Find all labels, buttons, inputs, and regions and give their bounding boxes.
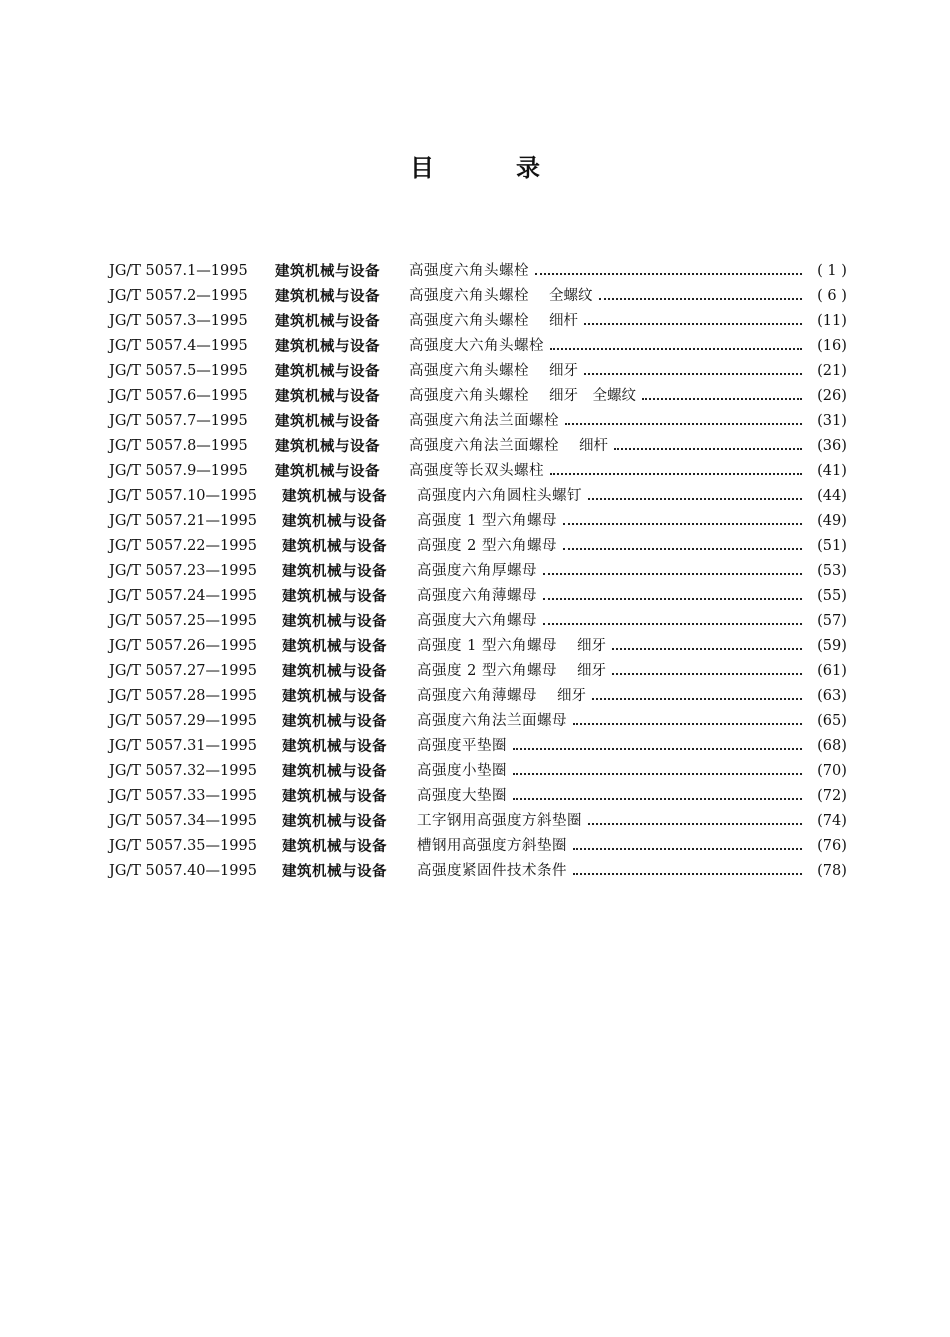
toc-entry[interactable] <box>109 284 854 309</box>
category-label: 建筑机械与设备 <box>282 613 387 630</box>
toc-entry[interactable] <box>109 759 854 784</box>
standard-code: JG/T 5057.26—1995 <box>109 638 257 654</box>
entry-name: 高强度六角薄螺母 <box>417 684 543 709</box>
toc-entry[interactable] <box>109 834 854 859</box>
toc-entry[interactable] <box>109 534 854 559</box>
entry-suffix: 细牙 <box>549 363 578 379</box>
entry-title <box>417 484 806 509</box>
dot-leader <box>535 273 802 275</box>
entry-suffix: 细杆 <box>549 313 578 329</box>
entry-title <box>417 509 806 534</box>
page-number: (49) <box>817 513 847 529</box>
entry-title <box>409 259 806 284</box>
entry-name: 高强度六角法兰面螺母 <box>417 709 573 734</box>
entry-title <box>417 609 806 634</box>
entry-title <box>417 759 806 784</box>
entry-title <box>409 384 806 409</box>
standard-code: JG/T 5057.23—1995 <box>109 563 257 579</box>
dot-leader <box>550 348 802 350</box>
toc-entry[interactable] <box>109 584 854 609</box>
category-label: 建筑机械与设备 <box>282 563 387 580</box>
dot-leader <box>614 448 802 450</box>
entry-name: 高强度六角头螺栓 <box>409 259 535 284</box>
entry-name: 高强度大六角螺母 <box>417 609 543 634</box>
toc-entry[interactable] <box>109 859 854 884</box>
entry-title <box>417 659 806 684</box>
page-number: (53) <box>817 563 847 579</box>
page-title <box>0 148 950 183</box>
category-label: 建筑机械与设备 <box>275 313 380 330</box>
dot-leader <box>563 548 802 550</box>
page-number: (68) <box>817 738 847 754</box>
toc-entry[interactable] <box>109 409 854 434</box>
entry-title <box>409 309 806 334</box>
category-label: 建筑机械与设备 <box>282 713 387 730</box>
toc-entry[interactable] <box>109 484 854 509</box>
entry-suffix: 全螺纹 <box>549 288 593 304</box>
standard-code: JG/T 5057.5—1995 <box>109 363 248 379</box>
page-number: (72) <box>817 788 847 804</box>
category-label: 建筑机械与设备 <box>275 463 380 480</box>
entry-name: 高强度大六角头螺栓 <box>409 334 550 359</box>
toc-entry[interactable] <box>109 384 854 409</box>
dot-leader <box>592 698 802 700</box>
page-number: (11) <box>817 313 847 329</box>
page-number: (21) <box>817 363 847 379</box>
dot-leader <box>599 298 803 300</box>
entry-name: 高强度 1 型六角螺母 <box>417 509 563 534</box>
category-label: 建筑机械与设备 <box>282 863 387 880</box>
entry-name: 高强度 2 型六角螺母 <box>417 659 563 684</box>
category-label: 建筑机械与设备 <box>282 663 387 680</box>
page-number: (76) <box>817 838 847 854</box>
page-number: (61) <box>817 663 847 679</box>
dot-leader <box>612 673 802 675</box>
dot-leader <box>588 823 802 825</box>
standard-code: JG/T 5057.29—1995 <box>109 713 257 729</box>
dot-leader <box>513 798 802 800</box>
dot-leader <box>550 473 802 475</box>
category-label: 建筑机械与设备 <box>282 788 387 805</box>
entry-name: 高强度六角头螺栓 <box>409 384 535 409</box>
table-of-contents <box>109 259 854 884</box>
standard-code: JG/T 5057.34—1995 <box>109 813 257 829</box>
toc-entry[interactable] <box>109 684 854 709</box>
category-label: 建筑机械与设备 <box>275 263 380 280</box>
toc-entry[interactable] <box>109 559 854 584</box>
dot-leader <box>513 773 802 775</box>
dot-leader <box>543 598 802 600</box>
entry-name: 高强度六角法兰面螺栓 <box>409 409 565 434</box>
standard-code: JG/T 5057.6—1995 <box>109 388 248 404</box>
entry-title <box>417 684 806 709</box>
standard-code: JG/T 5057.25—1995 <box>109 613 257 629</box>
entry-title <box>417 809 806 834</box>
entry-title <box>409 459 806 484</box>
entry-name: 高强度 1 型六角螺母 <box>417 634 563 659</box>
category-label: 建筑机械与设备 <box>275 413 380 430</box>
category-label: 建筑机械与设备 <box>275 438 380 455</box>
entry-name: 高强度小垫圈 <box>417 759 513 784</box>
standard-code: JG/T 5057.28—1995 <box>109 688 257 704</box>
standard-code: JG/T 5057.1—1995 <box>109 263 248 279</box>
toc-entry[interactable] <box>109 784 854 809</box>
page-number: (74) <box>817 813 847 829</box>
toc-entry[interactable] <box>109 359 854 384</box>
entry-suffix: 细杆 <box>579 438 608 454</box>
standard-code: JG/T 5057.24—1995 <box>109 588 257 604</box>
category-label: 建筑机械与设备 <box>275 363 380 380</box>
entry-name: 高强度六角头螺栓 <box>409 359 535 384</box>
category-label: 建筑机械与设备 <box>282 488 387 505</box>
category-label: 建筑机械与设备 <box>282 738 387 755</box>
entry-title <box>417 559 806 584</box>
page-number: (36) <box>817 438 847 454</box>
dot-leader <box>573 723 802 725</box>
entry-title <box>417 584 806 609</box>
entry-name: 高强度六角薄螺母 <box>417 584 543 609</box>
entry-name: 槽钢用高强度方斜垫圈 <box>417 834 573 859</box>
toc-entry[interactable] <box>109 709 854 734</box>
entry-suffix: 细牙 <box>576 638 606 654</box>
standard-code: JG/T 5057.9—1995 <box>109 463 248 479</box>
page-number: (63) <box>817 688 847 704</box>
entry-name: 高强度内六角圆柱头螺钉 <box>417 484 588 509</box>
standard-code: JG/T 5057.40—1995 <box>109 863 257 879</box>
standard-code: JG/T 5057.27—1995 <box>109 663 257 679</box>
standard-code: JG/T 5057.4—1995 <box>109 338 248 354</box>
entry-name: 高强度 2 型六角螺母 <box>417 534 563 559</box>
toc-entry[interactable] <box>109 434 854 459</box>
page-number: (70) <box>817 763 847 779</box>
entry-title <box>417 634 806 659</box>
entry-title <box>409 434 806 459</box>
toc-entry[interactable] <box>109 609 854 634</box>
page-number: (57) <box>817 613 847 629</box>
dot-leader <box>584 323 802 325</box>
entry-suffix: 细牙 <box>576 663 606 679</box>
entry-title <box>409 284 806 309</box>
standard-code: JG/T 5057.21—1995 <box>109 513 257 529</box>
page-number: (65) <box>817 713 847 729</box>
dot-leader <box>513 748 802 750</box>
standard-code: JG/T 5057.8—1995 <box>109 438 248 454</box>
dot-leader <box>563 523 802 525</box>
page-number: (44) <box>817 488 847 504</box>
category-label: 建筑机械与设备 <box>282 638 387 655</box>
standard-code: JG/T 5057.32—1995 <box>109 763 257 779</box>
page-number: ( 1 ) <box>817 263 847 279</box>
dot-leader <box>584 373 802 375</box>
title-char-right: 录 <box>516 154 540 182</box>
entry-name: 工字钢用高强度方斜垫圈 <box>417 809 588 834</box>
dot-leader <box>573 873 802 875</box>
toc-entry[interactable] <box>109 334 854 359</box>
entry-title <box>409 359 806 384</box>
dot-leader <box>543 623 802 625</box>
page-number: (59) <box>817 638 847 654</box>
category-label: 建筑机械与设备 <box>282 538 387 555</box>
toc-entry[interactable] <box>109 509 854 534</box>
category-label: 建筑机械与设备 <box>275 388 380 405</box>
entry-name: 高强度等长双头螺柱 <box>409 459 550 484</box>
toc-entry[interactable] <box>109 634 854 659</box>
entry-name: 高强度六角法兰面螺栓 <box>409 434 565 459</box>
standard-code: JG/T 5057.7—1995 <box>109 413 248 429</box>
dot-leader <box>573 848 802 850</box>
category-label: 建筑机械与设备 <box>282 513 387 530</box>
entry-title <box>417 734 806 759</box>
page-number: (55) <box>817 588 847 604</box>
entry-suffix: 细牙 全螺纹 <box>549 388 636 404</box>
entry-title <box>417 859 806 884</box>
entry-name: 高强度平垫圈 <box>417 734 513 759</box>
standard-code: JG/T 5057.22—1995 <box>109 538 257 554</box>
toc-entry[interactable] <box>109 809 854 834</box>
dot-leader <box>565 423 802 425</box>
entry-title <box>417 834 806 859</box>
entry-title <box>409 409 806 434</box>
category-label: 建筑机械与设备 <box>282 763 387 780</box>
entry-title <box>417 709 806 734</box>
page-number: ( 6 ) <box>817 288 847 304</box>
entry-title <box>417 784 806 809</box>
toc-entry[interactable] <box>109 259 854 284</box>
standard-code: JG/T 5057.31—1995 <box>109 738 257 754</box>
entry-title <box>417 534 806 559</box>
page-number: (78) <box>817 863 847 879</box>
page-number: (16) <box>817 338 847 354</box>
standard-code: JG/T 5057.10—1995 <box>109 488 257 504</box>
category-label: 建筑机械与设备 <box>282 813 387 830</box>
category-label: 建筑机械与设备 <box>275 288 380 305</box>
dot-leader <box>642 398 802 400</box>
entry-name: 高强度紧固件技术条件 <box>417 859 573 884</box>
category-label: 建筑机械与设备 <box>275 338 380 355</box>
page-number: (51) <box>817 538 847 554</box>
entry-name: 高强度六角头螺栓 <box>409 309 535 334</box>
entry-suffix: 细牙 <box>557 688 586 704</box>
page-number: (26) <box>817 388 847 404</box>
toc-entry[interactable] <box>109 659 854 684</box>
title-char-left: 目 <box>410 154 434 182</box>
category-label: 建筑机械与设备 <box>282 688 387 705</box>
entry-name: 高强度六角头螺栓 <box>409 284 535 309</box>
standard-code: JG/T 5057.35—1995 <box>109 838 257 854</box>
category-label: 建筑机械与设备 <box>282 838 387 855</box>
standard-code: JG/T 5057.3—1995 <box>109 313 248 329</box>
toc-entry[interactable] <box>109 309 854 334</box>
page-number: (31) <box>817 413 847 429</box>
entry-name: 高强度六角厚螺母 <box>417 559 543 584</box>
standard-code: JG/T 5057.33—1995 <box>109 788 257 804</box>
toc-entry[interactable] <box>109 734 854 759</box>
category-label: 建筑机械与设备 <box>282 588 387 605</box>
page-number: (41) <box>817 463 847 479</box>
dot-leader <box>588 498 802 500</box>
standard-code: JG/T 5057.2—1995 <box>109 288 248 304</box>
dot-leader <box>543 573 802 575</box>
toc-entry[interactable] <box>109 459 854 484</box>
dot-leader <box>612 648 802 650</box>
entry-title <box>409 334 806 359</box>
entry-name: 高强度大垫圈 <box>417 784 513 809</box>
